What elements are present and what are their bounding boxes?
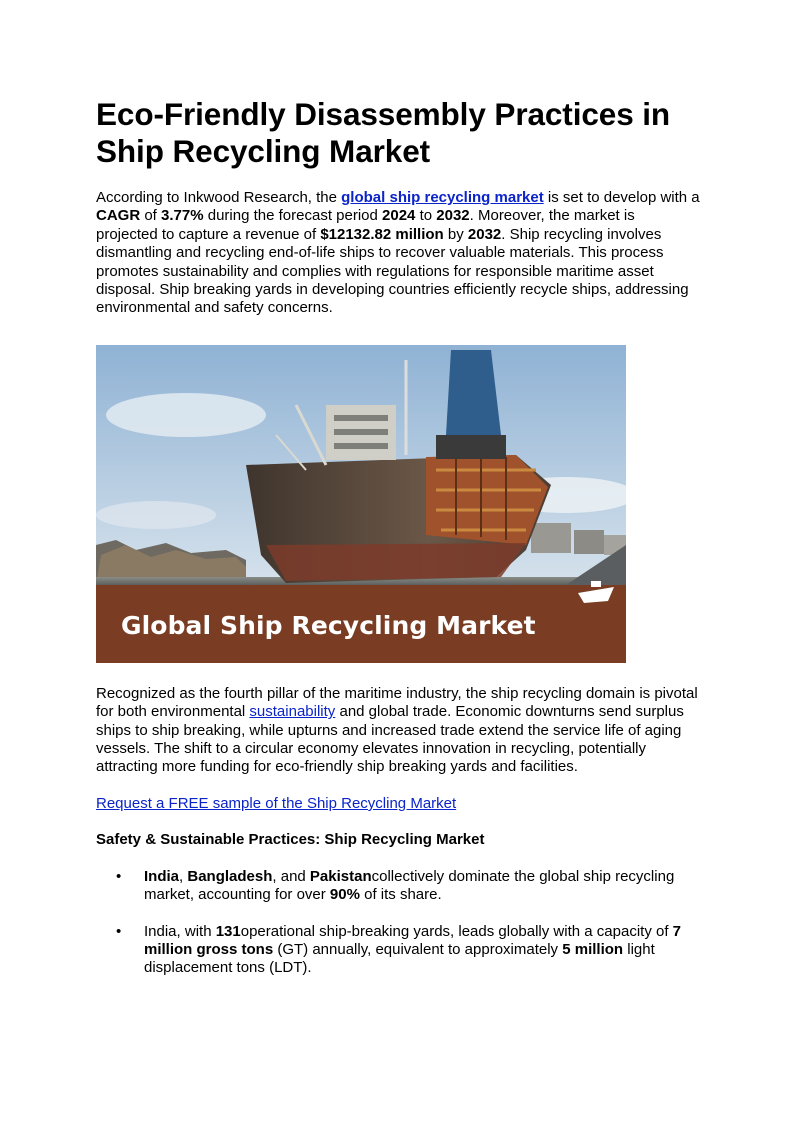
intro-text: . Moreover, the market is projected to capture a revenue of (96, 207, 635, 243)
intro-bold: 2032 (436, 207, 470, 225)
bullet-bold: 90% (329, 886, 360, 904)
intro-bold: CAGR (96, 207, 141, 225)
bullet-text: collectively dominate the global ship recycling market, accounting for over (144, 867, 675, 904)
section-heading: Safety & Sustainable Practices: Ship Recycling Market (96, 831, 485, 849)
bullet-text: , and (272, 867, 310, 885)
bullet-icon: • (116, 922, 122, 940)
article (96, 96, 700, 996)
intro-bold: 2024 (382, 207, 416, 225)
bullet-text: India, with (144, 922, 216, 940)
page-title: Eco-Friendly Disassembly Practices in Ship Recycling Market (96, 96, 671, 169)
sustainability-link[interactable]: sustainability (249, 703, 336, 721)
intro-text: . Ship recycling involves dismantling and recycling end-of-life ships to recover valuable materials. This process promotes sustainability and complies with regulations for responsible maritime asset disposal. Ship breaking yards in developing countries efficiently recycle ships, addressing environmental and safety concerns. (96, 225, 689, 317)
intro-text: is set to develop with a (543, 189, 700, 206)
intro-paragraph (96, 189, 700, 318)
bullet-text: light displacement tons (LDT). (144, 940, 655, 977)
intro-bold: 2032 (467, 225, 502, 243)
hero-image (96, 345, 626, 663)
bullet-bold: 7 million gross tons (144, 922, 682, 958)
paragraph-text: and global trade. Economic downturns send surplus ships to ship breaking, while upturns and increased trade extend the service life of aging vessels. The shift to a circular economy elevates innovation in recycling, potentially attracting more funding for eco-friendly ship breaking yards and facilities. (96, 703, 684, 776)
bullet-list (96, 868, 700, 978)
bullet-bold: 131 (215, 922, 241, 940)
intro-text: by (443, 225, 468, 243)
intro-text: to (415, 207, 437, 225)
intro-text: of (140, 207, 162, 225)
global-ship-recycling-market-link[interactable]: global ship recycling market (341, 189, 544, 206)
list-item (96, 923, 700, 978)
intro-bold: $12132.82 million (320, 225, 444, 243)
bullet-bold: India (144, 867, 180, 885)
bullet-bold: Bangladesh (187, 867, 273, 885)
bullet-icon: • (116, 867, 122, 885)
maritime-paragraph (96, 685, 700, 777)
bullet-bold: Pakistan (309, 867, 372, 885)
bullet-text: operational ship-breaking yards, leads globally with a capacity of (240, 922, 673, 940)
bullet-text: of its share. (359, 886, 442, 904)
bullet-text: (GT) annually, equivalent to approximately (273, 940, 563, 958)
intro-text: According to Inkwood Research, the (96, 189, 342, 206)
bullet-bold: 5 million (562, 940, 624, 958)
request-sample-paragraph (96, 795, 700, 813)
intro-bold: 3.77% (161, 207, 204, 225)
list-item (96, 868, 700, 905)
bullet-text: , (179, 867, 188, 885)
hero-caption: Global Ship Recycling Market (121, 610, 536, 640)
intro-text: during the forecast period (203, 207, 383, 225)
paragraph-text: Recognized as the fourth pillar of the maritime industry, the ship recycling domain is pivotal for both environmental (96, 684, 698, 721)
request-sample-link[interactable]: Request a FREE sample of the Ship Recycling Market (96, 794, 457, 812)
